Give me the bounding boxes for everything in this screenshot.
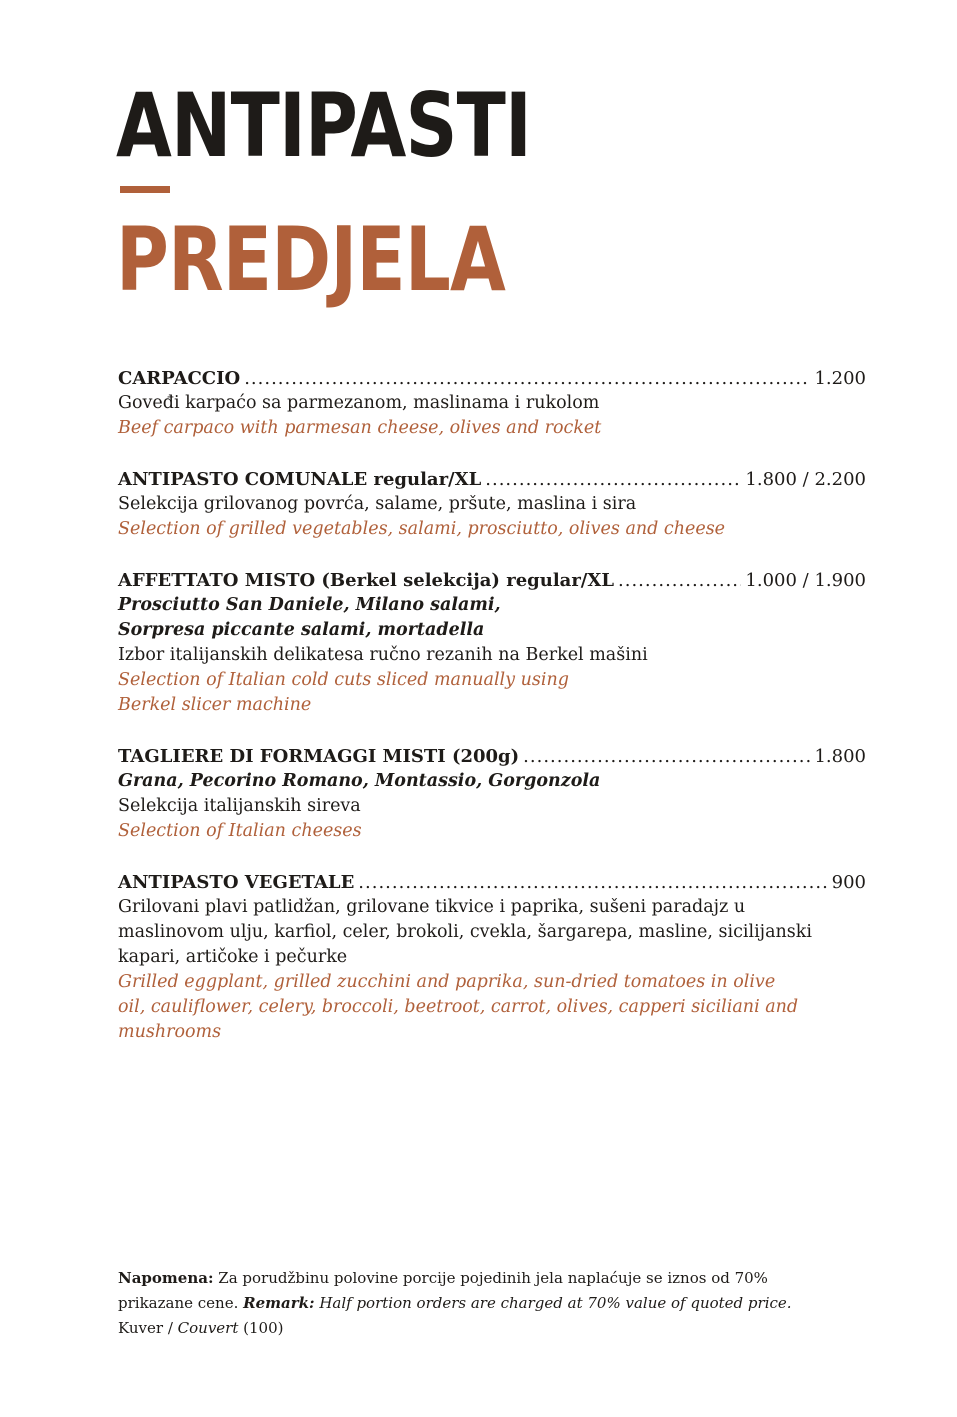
menu-item-name: CARPACCIO	[118, 368, 241, 389]
menu-item	[118, 467, 866, 542]
menu-item-description-sr: kapari, artičoke i pečurke	[118, 947, 348, 967]
menu-item-ingredients: Sorpresa piccante salami, mortadella	[118, 620, 485, 640]
dot-leader	[358, 870, 827, 895]
dot-leader	[485, 467, 741, 492]
dot-leader	[523, 744, 810, 769]
menu-item-description-sr: Selekcija italijanskih sireva	[118, 796, 361, 816]
menu-item-name: ANTIPASTO COMUNALE regular/XL	[118, 469, 482, 490]
menu-item-price: 900	[831, 872, 866, 893]
menu-item-header	[118, 744, 866, 769]
menu-item-description-sr: Goveđi karpaćo sa parmezanom, maslinama i rukolom	[118, 393, 600, 413]
title-divider	[120, 186, 170, 193]
menu-item	[118, 568, 866, 718]
dot-leader	[244, 366, 810, 391]
footer-line-2	[118, 1291, 818, 1316]
napomena-text: Za porudžbinu polovine porcije pojedinih jela naplaćuje se iznos od 70%	[213, 1269, 768, 1287]
menu-item	[118, 744, 866, 844]
menu-item-name: AFFETTATO MISTO (Berkel selekcija) regular/XL	[118, 570, 615, 591]
menu-item-ingredients: Prosciutto San Daniele, Milano salami,	[118, 595, 501, 615]
menu-item-description-en: Berkel slicer machine	[118, 695, 312, 715]
menu-item-price: 1.000 / 1.900	[745, 570, 866, 591]
menu-item-description-en: mushrooms	[118, 1022, 222, 1042]
kuver-price: (100)	[238, 1319, 284, 1337]
menu-item-price: 1.800 / 2.200	[745, 469, 866, 490]
remark-label: Remark:	[243, 1294, 315, 1312]
menu-item-header	[118, 870, 866, 895]
title-antipasti: ANTIPASTI	[116, 74, 532, 177]
menu-item-description-en: Selection of Italian cheeses	[118, 821, 362, 841]
menu-item-description-en: Selection of Italian cold cuts sliced manually using	[118, 670, 569, 690]
title-predjela: PREDJELA	[116, 208, 506, 311]
menu-item-description-sr: Selekcija grilovanog povrća, salame, pršute, maslina i sira	[118, 494, 637, 514]
menu-item-name: TAGLIERE DI FORMAGGI MISTI (200g)	[118, 746, 520, 767]
menu-item-description-en: oil, cauliflower, celery, broccoli, beetroot, carrot, olives, capperi siciliani and	[118, 997, 799, 1017]
menu-item-description-sr: maslinovom ulju, karfiol, celer, brokoli, cvekla, šargarepa, masline, sicilijanski	[118, 922, 812, 942]
menu-item-header	[118, 467, 866, 492]
menu-item	[118, 870, 866, 1045]
napomena-label: Napomena:	[118, 1269, 214, 1287]
menu-item-description-sr: Izbor italijanskih delikatesa ručno rezanih na Berkel mašini	[118, 645, 648, 665]
kuver-label: Kuver /	[118, 1319, 178, 1337]
menu-list	[118, 366, 866, 1071]
footer-note	[118, 1266, 818, 1341]
napomena-text-2: prikazane cene.	[118, 1294, 244, 1312]
menu-item-price: 1.800	[814, 746, 866, 767]
menu-item-price: 1.200	[814, 368, 866, 389]
menu-item-description-en: Grilled eggplant, grilled zucchini and paprika, sun-dried tomatoes in olive	[118, 972, 776, 992]
menu-item	[118, 366, 866, 441]
menu-item-description-en: Beef carpaco with parmesan cheese, olives and rocket	[118, 418, 602, 438]
menu-item-header	[118, 366, 866, 391]
dot-leader	[618, 568, 741, 593]
footer-line-1	[118, 1266, 818, 1291]
menu-item-description-en: Selection of grilled vegetables, salami, prosciutto, olives and cheese	[118, 519, 726, 539]
couvert-label: Couvert	[177, 1319, 239, 1337]
menu-item-header	[118, 568, 866, 593]
remark-text: Half portion orders are charged at 70% value of quoted price.	[314, 1294, 792, 1312]
menu-item-ingredients: Grana, Pecorino Romano, Montassio, Gorgonzola	[118, 771, 601, 791]
footer-line-3	[118, 1316, 818, 1341]
menu-item-name: ANTIPASTO VEGETALE	[118, 872, 355, 893]
menu-item-description-sr: Grilovani plavi patlidžan, grilovane tikvice i paprika, sušeni paradajz u	[118, 897, 746, 917]
